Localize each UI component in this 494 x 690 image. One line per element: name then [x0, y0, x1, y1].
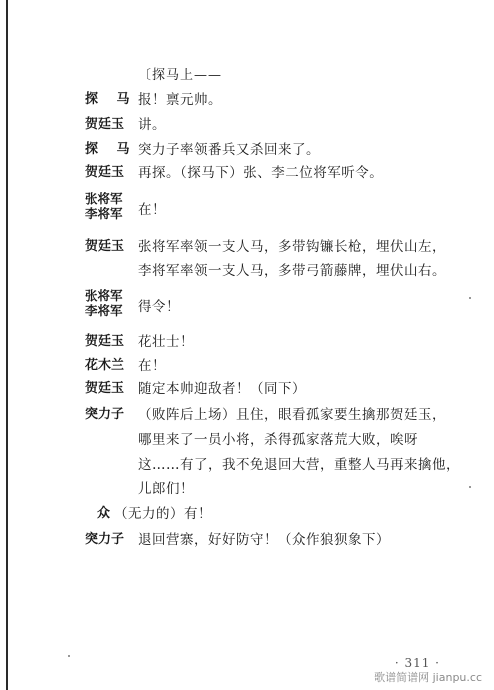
dialogue-text: 得令！ [138, 299, 180, 315]
dialogue-text: 退回营寨，好好防守！（众作狼狈象下） [138, 532, 390, 548]
scan-speck [68, 655, 70, 657]
speaker-name: 贺廷玉 [85, 381, 125, 396]
dialogue-text: 在！ [138, 358, 166, 374]
speaker-name: 贺廷玉 [85, 117, 125, 132]
scan-speck [469, 486, 471, 488]
dialogue-text: 突力子率领番兵又杀回来了。 [138, 142, 320, 158]
speaker-name: 李将军 [85, 303, 123, 318]
speaker-name: 突力子 [85, 532, 125, 547]
speaker-name: 李将军 [85, 206, 123, 221]
dialogue-text: 再探。（探马下）张、李二位将军听令。 [138, 165, 384, 181]
dialogue-text: 花壮士！ [138, 334, 194, 350]
speaker-name: 贺廷玉 [85, 334, 125, 349]
speaker-name: 众 [97, 506, 111, 521]
speaker-name: 张将军 [85, 191, 123, 206]
dialogue-text: 李将军率领一支人马，多带弓箭藤牌，埋伏山右。 [138, 263, 446, 279]
speaker-name: 探 马 [85, 142, 137, 157]
speaker-name: 突力子 [85, 407, 125, 422]
speaker-name: 探 马 [85, 92, 137, 107]
dialogue-text: 讲。 [138, 117, 166, 133]
dialogue-text: 随定本帅迎敌者！（同下） [138, 381, 306, 397]
scan-speck [469, 297, 471, 299]
dialogue-text: 儿郎们！ [138, 481, 194, 497]
speaker-name: 花木兰 [85, 358, 125, 373]
speaker-pair [85, 191, 123, 221]
binding-edge [6, 0, 8, 690]
watermark: 歌谱简谱网 jianpu.cc [374, 671, 482, 684]
speaker-name: 贺廷玉 [85, 165, 125, 180]
dialogue-text: 哪里来了一员小将，杀得孤家落荒大败，唉呀 [138, 432, 418, 448]
dialogue-text: （败阵后上场）且住，眼看孤家要生擒那贺廷玉， [138, 407, 446, 423]
dialogue-text: 报！禀元帅。 [138, 92, 222, 108]
speaker-name: 贺廷玉 [85, 239, 125, 254]
dialogue-text: 在！ [138, 202, 166, 218]
dialogue-text: 这……有了，我不免退回大营，重整人马再来擒他， [138, 457, 460, 473]
speaker-pair [85, 288, 123, 318]
dialogue-text: （无力的）有！ [114, 506, 212, 522]
speaker-name: 张将军 [85, 288, 123, 303]
dialogue-text: 张将军率领一支人马，多带钩镰长枪，埋伏山左， [138, 239, 446, 255]
page-number: · 311 · [394, 656, 440, 670]
stage-direction-entry: 〔探马上—— [138, 68, 223, 83]
